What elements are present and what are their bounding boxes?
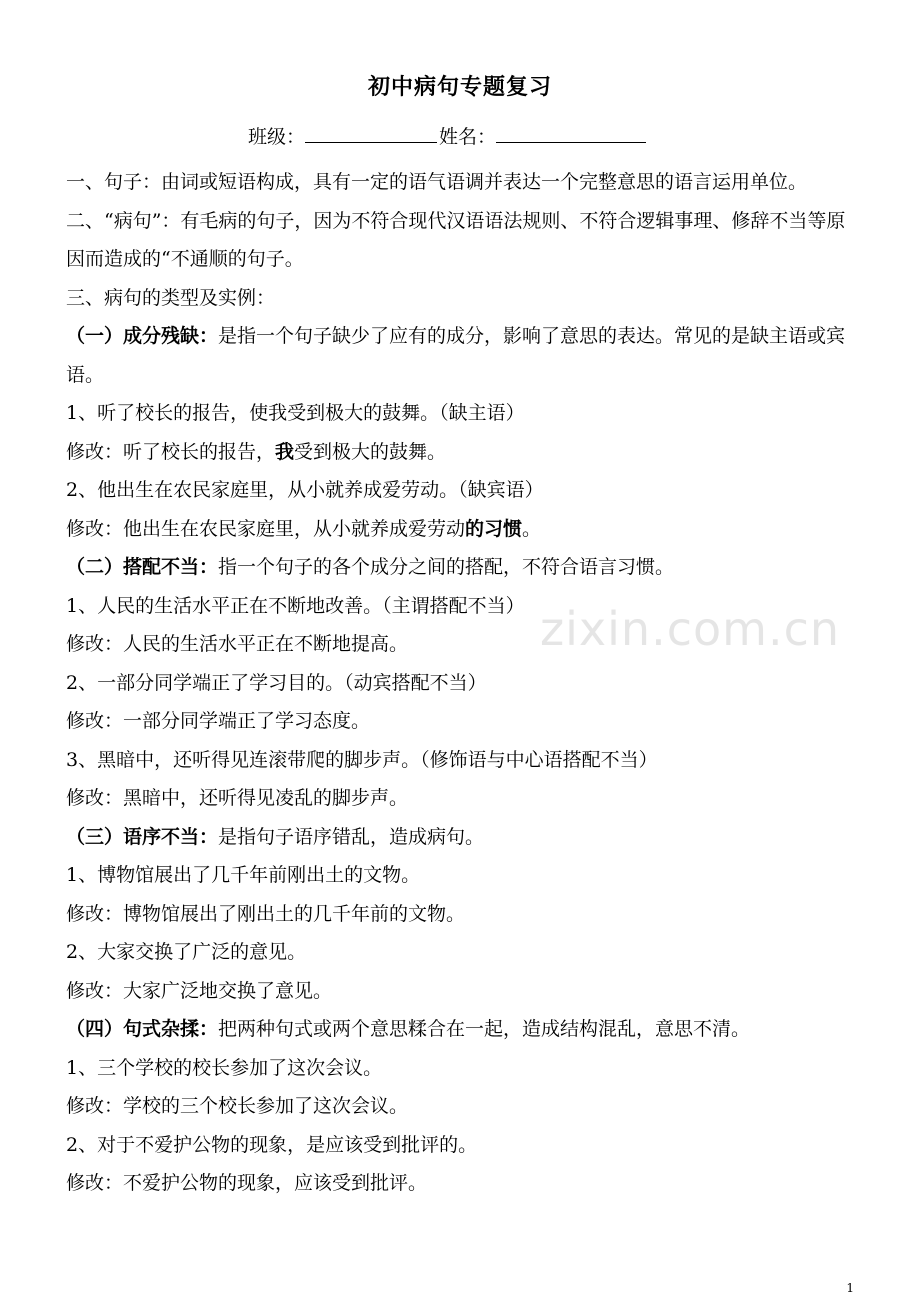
class-name-line xyxy=(248,122,648,149)
watermark: zixin.com.cn xyxy=(540,602,841,656)
class-label: 班级： xyxy=(248,126,306,148)
example-sentence: 1、听了校长的报告，使我受到极大的鼓舞。（缺主语） xyxy=(66,402,525,424)
example-fix: 修改：黑暗中，还听得见凌乱的脚步声。 xyxy=(66,787,409,809)
definition-sentence: 一、句子：由词或短语构成，具有一定的语气语调并表达一个完整意思的语言运用单位。 xyxy=(66,171,808,193)
document-body xyxy=(66,163,858,1203)
section-4-heading: （四）句式杂揉： xyxy=(66,1018,219,1040)
example-fix: 修改：不爱护公物的现象，应该受到批评。 xyxy=(66,1172,428,1194)
example-fix: 修改：学校的三个校长参加了这次会议。 xyxy=(66,1095,409,1117)
definition-bad-sentence: 二、“病句”：有毛病的句子，因为不符合现代汉语语法规则、不符合逻辑事理、修辞不当等原因而造成的“不通顺的句子。 xyxy=(66,209,846,270)
fix-text: 修改：他出生在农民家庭里，从小就养成爱劳动 xyxy=(66,517,466,540)
fix-bold: 我 xyxy=(275,440,295,463)
class-blank xyxy=(305,124,437,143)
example-sentence: 1、三个学校的校长参加了这次会议。 xyxy=(66,1056,383,1079)
section-3 xyxy=(66,818,858,857)
example-sentence: 1、人民的生活水平正在不断地改善。（主谓搭配不当） xyxy=(66,594,525,617)
section-3-heading: （三）语序不当： xyxy=(66,825,219,848)
example-sentence: 2、大家交换了广泛的意见。 xyxy=(66,941,307,963)
name-label: 姓名： xyxy=(439,126,497,148)
types-heading: 三、病句的类型及实例： xyxy=(66,286,276,309)
fix-bold: 的习惯 xyxy=(465,517,523,540)
section-2-heading: （二）搭配不当： xyxy=(66,556,219,578)
section-2-desc: 指一个句子的各个成分之间的搭配，不符合语言习惯。 xyxy=(218,556,675,578)
example-sentence: 2、一部分同学端正了学习目的。（动宾搭配不当） xyxy=(66,671,487,694)
example-fix: 修改：大家广泛地交换了意见。 xyxy=(66,979,333,1002)
fix-text: 修改：听了校长的报告， xyxy=(66,440,276,463)
section-1-heading: （一）成分残缺： xyxy=(66,325,219,347)
example-fix: 修改：博物馆展出了刚出土的几千年前的文物。 xyxy=(66,902,466,925)
fix-text: 。 xyxy=(522,517,542,540)
example-fix: 修改：人民的生活水平正在不断地提高。 xyxy=(66,633,409,655)
fix-text: 受到极大的鼓舞。 xyxy=(294,440,447,463)
page-title: 初中病句专题复习 xyxy=(367,74,552,100)
example-sentence: 3、黑暗中，还听得见连滚带爬的脚步声。（修饰语与中心语搭配不当） xyxy=(66,748,658,771)
page-number: 1 xyxy=(846,1281,854,1295)
example-sentence: 2、对于不爱护公物的现象，是应该受到批评的。 xyxy=(66,1133,478,1156)
section-1-desc: 是指一个句子缺少了应有的成分，影响了意思的表达。常见的是缺主语或宾语。 xyxy=(66,325,846,386)
section-4 xyxy=(66,1010,858,1049)
example-sentence: 1、博物馆展出了几千年前刚出土的文物。 xyxy=(66,864,421,886)
section-1 xyxy=(66,317,858,394)
example-fix xyxy=(66,510,858,549)
example-fix xyxy=(66,433,858,472)
example-sentence: 2、他出生在农民家庭里，从小就养成爱劳动。（缺宾语） xyxy=(66,479,544,501)
name-blank xyxy=(496,124,646,143)
section-3-desc: 是指句子语序错乱，造成病句。 xyxy=(218,825,485,848)
section-4-desc: 把两种句式或两个意思糅合在一起，造成结构混乱，意思不清。 xyxy=(218,1018,751,1040)
section-2 xyxy=(66,548,858,587)
example-fix: 修改：一部分同学端正了学习态度。 xyxy=(66,710,371,732)
